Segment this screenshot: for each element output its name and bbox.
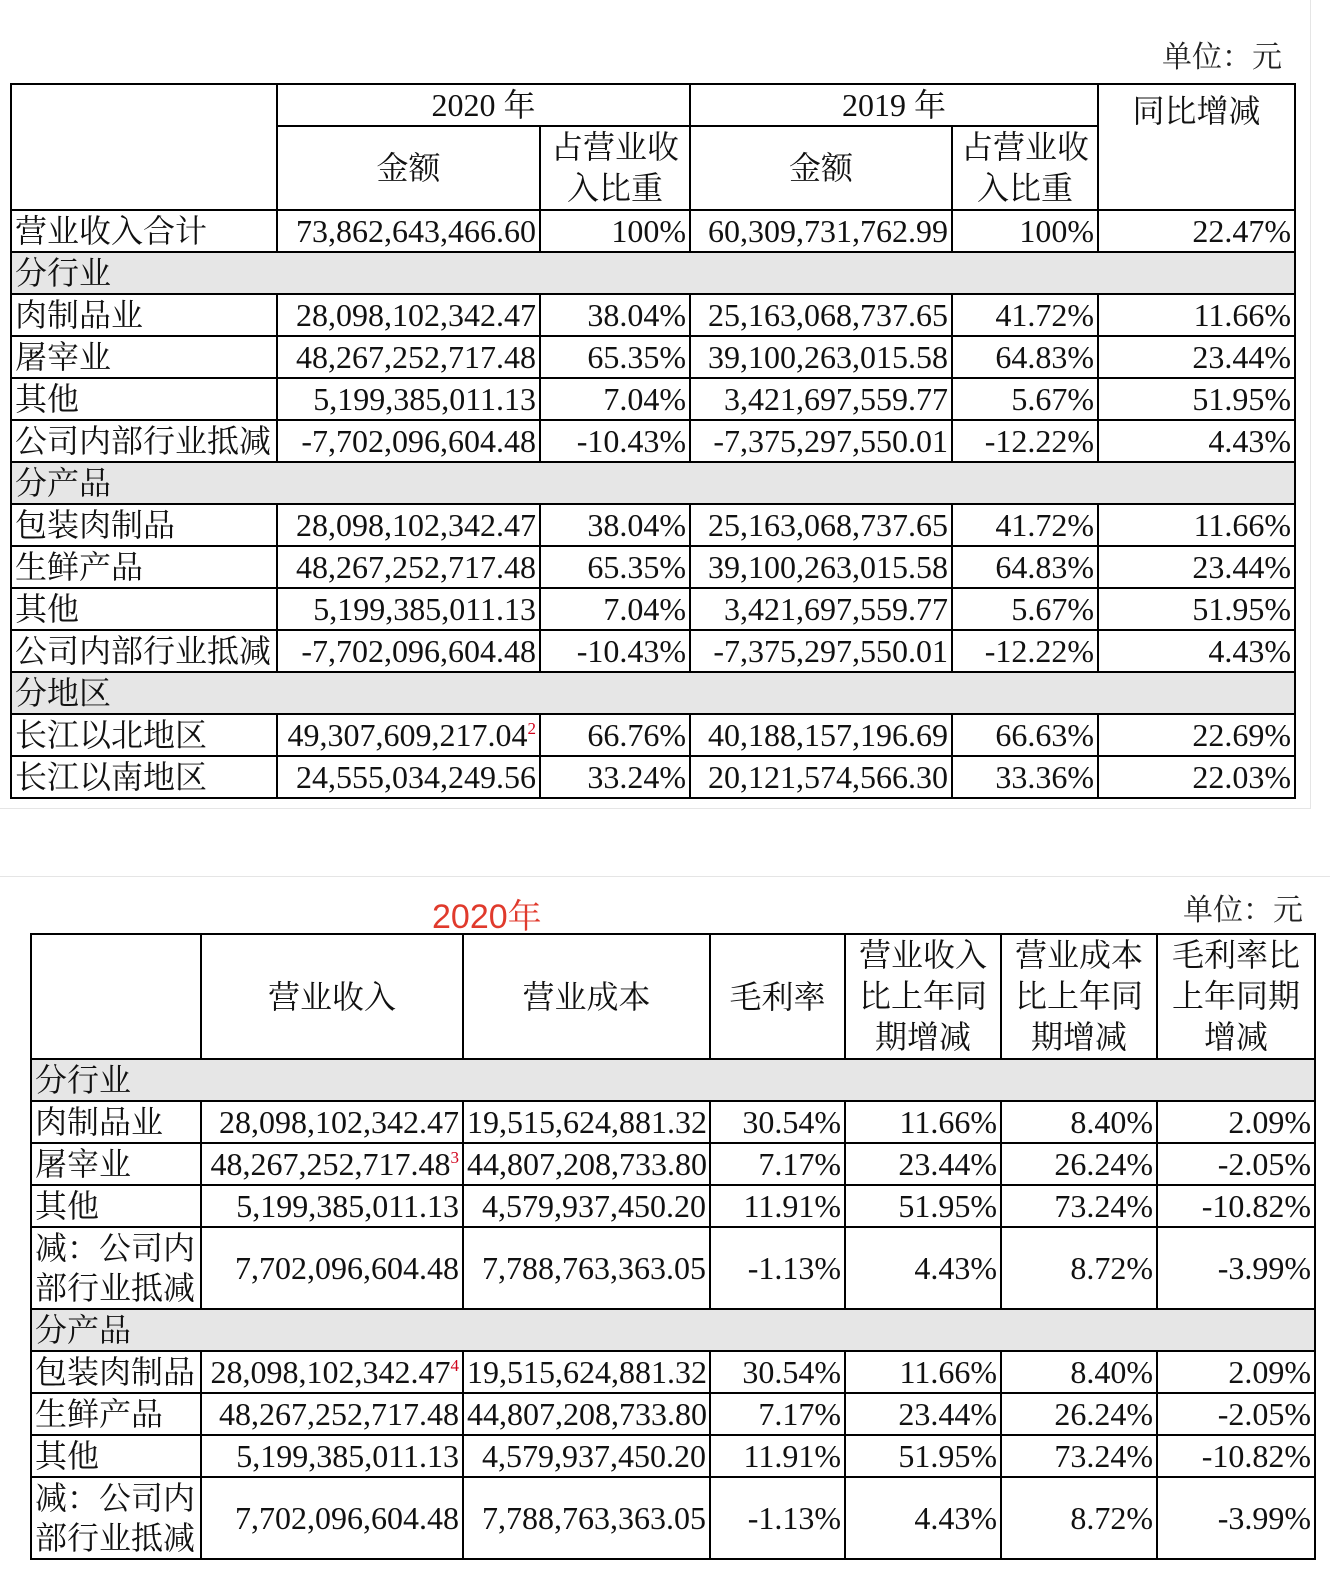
share-2020: -10.43% bbox=[540, 420, 690, 462]
amount-2020: 48,267,252,717.48 bbox=[277, 336, 540, 378]
header-2020: 2020 年 bbox=[277, 84, 690, 126]
revenue-yoy: 11.66% bbox=[845, 1351, 1001, 1393]
category-row-product bbox=[11, 462, 1295, 504]
margin: 7.17% bbox=[710, 1393, 845, 1435]
amount-2020: 28,098,102,342.47 bbox=[277, 294, 540, 336]
amount-2019: 3,421,697,559.77 bbox=[690, 588, 952, 630]
table-row bbox=[11, 588, 1295, 630]
revenue-yoy: 51.95% bbox=[845, 1435, 1001, 1477]
share-2020: 33.24% bbox=[540, 756, 690, 798]
revenue-value: 28,098,102,342.47 bbox=[210, 1354, 451, 1390]
revenue-yoy: 23.44% bbox=[845, 1393, 1001, 1435]
cost: 44,807,208,733.80 bbox=[463, 1143, 710, 1185]
yoy-change: 11.66% bbox=[1098, 504, 1295, 546]
category-row-product bbox=[31, 1309, 1315, 1351]
revenue: 7,702,096,604.48 bbox=[201, 1227, 463, 1309]
yoy-change: 23.44% bbox=[1098, 546, 1295, 588]
row-label: 生鲜产品 bbox=[11, 546, 277, 588]
margin-yoy: -10.82% bbox=[1157, 1185, 1315, 1227]
share-2020: -10.43% bbox=[540, 630, 690, 672]
cost-yoy: 8.40% bbox=[1001, 1351, 1157, 1393]
amount-2020: 28,098,102,342.47 bbox=[277, 504, 540, 546]
amount-2020: 5,199,385,011.13 bbox=[277, 378, 540, 420]
share-2020: 66.76% bbox=[540, 714, 690, 756]
header-amount-2019: 金额 bbox=[690, 126, 952, 210]
category-label: 分产品 bbox=[11, 462, 1295, 504]
share-2019: 66.63% bbox=[952, 714, 1098, 756]
row-label: 长江以北地区 bbox=[11, 714, 277, 756]
margin: -1.13% bbox=[710, 1227, 845, 1309]
gross-margin-section bbox=[0, 876, 1330, 1581]
cost: 19,515,624,881.32 bbox=[463, 1101, 710, 1143]
cost: 4,579,937,450.20 bbox=[463, 1435, 710, 1477]
share-2019: 5.67% bbox=[952, 378, 1098, 420]
table-row bbox=[11, 546, 1295, 588]
cost: 44,807,208,733.80 bbox=[463, 1393, 710, 1435]
share-2019: 41.72% bbox=[952, 504, 1098, 546]
footnote-marker: 4 bbox=[450, 1356, 459, 1375]
share-2019: 64.83% bbox=[952, 546, 1098, 588]
cost-yoy: 8.40% bbox=[1001, 1101, 1157, 1143]
margin: -1.13% bbox=[710, 1477, 845, 1559]
revenue: 48,267,252,717.48 bbox=[201, 1393, 463, 1435]
amount-2020: -7,702,096,604.48 bbox=[277, 630, 540, 672]
revenue-composition-table bbox=[10, 83, 1296, 799]
revenue: 7,702,096,604.48 bbox=[201, 1477, 463, 1559]
cost-yoy: 26.24% bbox=[1001, 1393, 1157, 1435]
margin-yoy: -2.05% bbox=[1157, 1393, 1315, 1435]
share-2020: 38.04% bbox=[540, 504, 690, 546]
cost-yoy: 73.24% bbox=[1001, 1185, 1157, 1227]
header-cost-yoy: 营业成本比上年同期增减 bbox=[1001, 934, 1157, 1059]
gross-margin-table bbox=[30, 933, 1316, 1560]
table-row bbox=[11, 378, 1295, 420]
year-title: 2020年 bbox=[432, 898, 542, 936]
header-yoy: 同比增减 bbox=[1098, 84, 1295, 210]
yoy-change: 23.44% bbox=[1098, 336, 1295, 378]
yoy-change: 4.43% bbox=[1098, 420, 1295, 462]
amount-2019: 60,309,731,762.99 bbox=[690, 210, 952, 252]
cost-yoy: 26.24% bbox=[1001, 1143, 1157, 1185]
header-row bbox=[31, 934, 1315, 1059]
margin: 7.17% bbox=[710, 1143, 845, 1185]
share-2020: 7.04% bbox=[540, 378, 690, 420]
table-row bbox=[11, 336, 1295, 378]
category-label: 分地区 bbox=[11, 672, 1295, 714]
revenue bbox=[201, 1351, 463, 1393]
row-label: 其他 bbox=[11, 588, 277, 630]
row-label: 长江以南地区 bbox=[11, 756, 277, 798]
amount-2020: 48,267,252,717.48 bbox=[277, 546, 540, 588]
category-row-region bbox=[11, 672, 1295, 714]
revenue-yoy: 11.66% bbox=[845, 1101, 1001, 1143]
amount-2019: -7,375,297,550.01 bbox=[690, 420, 952, 462]
margin: 11.91% bbox=[710, 1185, 845, 1227]
table-row bbox=[31, 1393, 1315, 1435]
cost: 7,788,763,363.05 bbox=[463, 1227, 710, 1309]
amount-2019: 3,421,697,559.77 bbox=[690, 378, 952, 420]
header-cost: 营业成本 bbox=[463, 934, 710, 1059]
row-label: 减：公司内部行业抵减 bbox=[31, 1477, 201, 1559]
share-2020: 7.04% bbox=[540, 588, 690, 630]
row-label: 生鲜产品 bbox=[31, 1393, 201, 1435]
table-row bbox=[31, 1227, 1315, 1309]
cost: 19,515,624,881.32 bbox=[463, 1351, 710, 1393]
row-label: 其他 bbox=[31, 1435, 201, 1477]
header-amount-2020: 金额 bbox=[277, 126, 540, 210]
table-row bbox=[31, 1477, 1315, 1559]
amount-2020 bbox=[277, 714, 540, 756]
footnote-marker: 3 bbox=[450, 1148, 459, 1167]
row-label: 屠宰业 bbox=[31, 1143, 201, 1185]
header-row-years bbox=[11, 84, 1295, 126]
revenue-yoy: 51.95% bbox=[845, 1185, 1001, 1227]
table-row bbox=[11, 294, 1295, 336]
row-label: 公司内部行业抵减 bbox=[11, 630, 277, 672]
table-row bbox=[31, 1435, 1315, 1477]
unit-label: 单位：元 bbox=[1183, 893, 1303, 928]
category-row-industry bbox=[31, 1059, 1315, 1101]
table-row bbox=[31, 1143, 1315, 1185]
margin-yoy: -2.05% bbox=[1157, 1143, 1315, 1185]
amount-2019: 25,163,068,737.65 bbox=[690, 504, 952, 546]
share-2020: 65.35% bbox=[540, 336, 690, 378]
header-share-2020: 占营业收入比重 bbox=[540, 126, 690, 210]
row-label: 营业收入合计 bbox=[11, 210, 277, 252]
amount-2020: 24,555,034,249.56 bbox=[277, 756, 540, 798]
header-margin: 毛利率 bbox=[710, 934, 845, 1059]
cost: 7,788,763,363.05 bbox=[463, 1477, 710, 1559]
cost-yoy: 8.72% bbox=[1001, 1477, 1157, 1559]
header-margin-yoy: 毛利率比上年同期增减 bbox=[1157, 934, 1315, 1059]
share-2020: 100% bbox=[540, 210, 690, 252]
table-row bbox=[11, 756, 1295, 798]
yoy-change: 22.03% bbox=[1098, 756, 1295, 798]
revenue-yoy: 4.43% bbox=[845, 1477, 1001, 1559]
amount-2019: 39,100,263,015.58 bbox=[690, 336, 952, 378]
category-row-industry bbox=[11, 252, 1295, 294]
amount-2019: 20,121,574,566.30 bbox=[690, 756, 952, 798]
table-row bbox=[11, 420, 1295, 462]
yoy-change: 51.95% bbox=[1098, 378, 1295, 420]
header-revenue-yoy: 营业收入比上年同期增减 bbox=[845, 934, 1001, 1059]
amount-2020: 5,199,385,011.13 bbox=[277, 588, 540, 630]
share-2019: 33.36% bbox=[952, 756, 1098, 798]
margin: 30.54% bbox=[710, 1351, 845, 1393]
revenue-yoy: 4.43% bbox=[845, 1227, 1001, 1309]
revenue: 5,199,385,011.13 bbox=[201, 1435, 463, 1477]
margin-yoy: 2.09% bbox=[1157, 1351, 1315, 1393]
yoy-change: 11.66% bbox=[1098, 294, 1295, 336]
category-label: 分行业 bbox=[31, 1059, 1315, 1101]
row-label: 肉制品业 bbox=[31, 1101, 201, 1143]
share-2019: 5.67% bbox=[952, 588, 1098, 630]
revenue: 5,199,385,011.13 bbox=[201, 1185, 463, 1227]
amount-2019: 25,163,068,737.65 bbox=[690, 294, 952, 336]
row-label: 其他 bbox=[11, 378, 277, 420]
row-label: 屠宰业 bbox=[11, 336, 277, 378]
table-row-total bbox=[11, 210, 1295, 252]
revenue-value: 48,267,252,717.48 bbox=[210, 1146, 451, 1182]
table-row bbox=[11, 504, 1295, 546]
yoy-change: 22.47% bbox=[1098, 210, 1295, 252]
amount-2019: 39,100,263,015.58 bbox=[690, 546, 952, 588]
table-row bbox=[31, 1101, 1315, 1143]
row-label: 其他 bbox=[31, 1185, 201, 1227]
header-share-2019: 占营业收入比重 bbox=[952, 126, 1098, 210]
cost-yoy: 8.72% bbox=[1001, 1227, 1157, 1309]
yoy-change: 4.43% bbox=[1098, 630, 1295, 672]
share-2019: 64.83% bbox=[952, 336, 1098, 378]
row-label: 包装肉制品 bbox=[31, 1351, 201, 1393]
margin-yoy: -10.82% bbox=[1157, 1435, 1315, 1477]
table-row bbox=[11, 630, 1295, 672]
table-row bbox=[31, 1351, 1315, 1393]
unit-label: 单位：元 bbox=[1162, 40, 1282, 75]
share-2020: 38.04% bbox=[540, 294, 690, 336]
revenue-yoy: 23.44% bbox=[845, 1143, 1001, 1185]
header-2019: 2019 年 bbox=[690, 84, 1098, 126]
cost-yoy: 73.24% bbox=[1001, 1435, 1157, 1477]
header-corner bbox=[31, 934, 201, 1059]
revenue: 28,098,102,342.47 bbox=[201, 1101, 463, 1143]
amount-2020: -7,702,096,604.48 bbox=[277, 420, 540, 462]
margin-yoy: 2.09% bbox=[1157, 1101, 1315, 1143]
yoy-change: 51.95% bbox=[1098, 588, 1295, 630]
share-2019: 41.72% bbox=[952, 294, 1098, 336]
yoy-change: 22.69% bbox=[1098, 714, 1295, 756]
margin-yoy: -3.99% bbox=[1157, 1227, 1315, 1309]
header-corner bbox=[11, 84, 277, 210]
amount-2020: 73,862,643,466.60 bbox=[277, 210, 540, 252]
table-row bbox=[31, 1185, 1315, 1227]
margin: 11.91% bbox=[710, 1435, 845, 1477]
category-label: 分行业 bbox=[11, 252, 1295, 294]
margin-yoy: -3.99% bbox=[1157, 1477, 1315, 1559]
share-2019: -12.22% bbox=[952, 420, 1098, 462]
header-revenue: 营业收入 bbox=[201, 934, 463, 1059]
row-label: 减：公司内部行业抵减 bbox=[31, 1227, 201, 1309]
row-label: 肉制品业 bbox=[11, 294, 277, 336]
margin: 30.54% bbox=[710, 1101, 845, 1143]
share-2019: -12.22% bbox=[952, 630, 1098, 672]
amount-2019: 40,188,157,196.69 bbox=[690, 714, 952, 756]
amount-value: 49,307,609,217.04 bbox=[287, 717, 528, 753]
share-2020: 65.35% bbox=[540, 546, 690, 588]
amount-2019: -7,375,297,550.01 bbox=[690, 630, 952, 672]
revenue bbox=[201, 1143, 463, 1185]
share-2019: 100% bbox=[952, 210, 1098, 252]
cost: 4,579,937,450.20 bbox=[463, 1185, 710, 1227]
row-label: 公司内部行业抵减 bbox=[11, 420, 277, 462]
table-row bbox=[11, 714, 1295, 756]
footnote-marker: 2 bbox=[527, 719, 536, 738]
category-label: 分产品 bbox=[31, 1309, 1315, 1351]
row-label: 包装肉制品 bbox=[11, 504, 277, 546]
